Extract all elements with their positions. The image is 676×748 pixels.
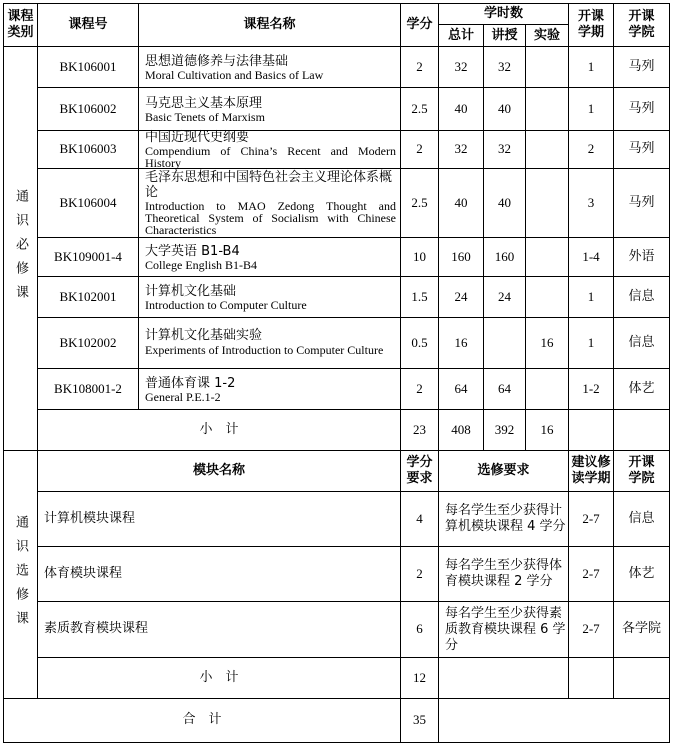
course-lab-hours [526,369,568,409]
header-credit: 学分 [406,17,433,33]
elective-header-requirement: 选修要求 [477,463,530,479]
grand-total-label: 合 计 [182,712,222,728]
course-lecture-hours [484,318,525,368]
course-semester: 1 [587,100,595,116]
course-code: BK109001-4 [54,248,122,264]
elective-header-module: 模块名称 [192,463,245,479]
course-name-en: College English B1-B4 [145,257,257,272]
required-category-label: 通识必修课 [13,188,28,309]
course-total-hours: 16 [454,334,468,350]
elective-subtotal-credit: 12 [413,669,426,685]
course-semester: 1 [587,58,595,74]
header-code: 课程号 [68,17,108,33]
module-college: 信息 [628,510,655,526]
course-name-zh: 计算机文化基础实验 [145,328,263,343]
course-credit: 0.5 [411,334,428,350]
module-credit: 4 [416,510,423,526]
module-requirement: 每名学生至少获得体育模块课程 2 学分 [445,558,563,589]
course-lab-hours [526,277,568,317]
course-college: 体艺 [628,380,655,396]
header-college: 开课学院 [628,9,655,40]
course-semester: 1-2 [582,380,600,396]
course-semester: 2 [587,141,595,157]
course-name-en: Introduction to MAO Zedong Thought and Theoretical System of Socialism with Chinese Characteristics [145,199,396,237]
course-lab-hours [526,47,568,87]
course-total-hours: 64 [454,380,468,396]
course-total-hours: 160 [451,248,471,264]
course-name-zh: 大学英语 B1-B4 [145,243,240,259]
course-name-en: Introduction to Computer Culture [145,297,307,312]
course-name [139,277,400,317]
course-total-hours: 40 [454,194,468,210]
course-college: 马列 [628,58,655,74]
required-subtotal-total: 408 [451,421,471,437]
course-name-zh: 中国近现代史纲要 [145,130,250,145]
header-total: 总计 [447,27,474,43]
course-total-hours: 32 [454,58,468,74]
module-credit: 6 [416,621,423,637]
course-lab-hours [526,88,568,130]
course-name-zh: 普通体育课 1-2 [145,375,236,391]
header-name: 课程名称 [243,17,296,33]
course-total-hours: 32 [454,141,468,157]
course-code: BK106004 [59,194,117,210]
course-name [139,88,400,130]
required-subtotal-lab: 16 [540,421,554,437]
course-name-en: Basic Tenets of Marxism [145,109,265,124]
header-hours: 学时数 [483,6,523,22]
course-name-zh: 毛泽东思想和中国特色社会主义理论体系概论 [145,170,393,200]
required-subtotal-lecture: 392 [494,421,515,437]
course-college: 马列 [628,141,655,157]
course-name-zh: 计算机文化基础 [145,283,237,299]
elective-header-credit: 学分要求 [406,455,433,486]
course-name [139,131,400,168]
course-lecture-hours: 32 [498,58,511,74]
required-subtotal-label: 小 计 [199,421,239,437]
course-lecture-hours: 40 [498,100,511,116]
course-name-en: Compendium of China’s Recent and Modern History [145,144,396,170]
header-lab: 实验 [533,27,560,43]
course-name-en: Experiments of Introduction to Computer Culture [145,343,384,357]
module-semester: 2-7 [582,510,600,526]
module-name: 体育模块课程 [44,565,123,581]
course-lab-hours [526,238,568,276]
course-name [139,238,400,276]
module-name: 素质教育模块课程 [44,621,149,637]
course-name-zh: 马克思主义基本原理 [145,95,263,111]
elective-header-college: 开课学院 [628,455,655,486]
module-requirement: 每名学生至少获得计算机模块课程 4 学分 [445,503,566,534]
course-table [3,3,670,743]
required-subtotal-credit: 23 [413,421,426,437]
course-semester: 1-4 [582,248,600,264]
course-semester: 1 [587,288,595,304]
course-name-en: Moral Cultivation and Basics of Law [145,67,324,82]
course-code: BK102001 [59,288,117,304]
course-credit: 2 [416,58,423,74]
course-credit: 2.5 [411,100,428,116]
course-name [139,369,400,409]
elective-header-semester: 建议修读学期 [571,455,611,486]
header-category: 课程类别 [7,9,34,40]
course-name-zh: 思想道德修养与法律基础 [145,53,289,69]
module-semester: 2-7 [582,621,600,637]
course-credit: 1.5 [411,288,428,304]
course-total-hours: 24 [454,288,468,304]
course-code: BK106002 [59,100,117,116]
module-semester: 2-7 [582,565,600,581]
course-semester: 3 [587,194,595,210]
course-lecture-hours: 64 [498,380,511,396]
course-code: BK106003 [59,141,117,157]
course-lab-hours [526,169,568,237]
module-credit: 2 [416,565,423,581]
header-semester: 开课学期 [577,9,604,40]
elective-category-label: 通识选修课 [13,514,28,635]
course-college: 马列 [628,194,655,210]
course-name [139,47,400,87]
course-lecture-hours: 40 [498,194,511,210]
module-college: 各学院 [621,621,661,637]
course-code: BK106001 [59,58,117,74]
course-total-hours: 40 [454,100,468,116]
course-lecture-hours: 24 [498,288,511,304]
module-requirement: 每名学生至少获得素质教育模块课程 6 学分 [445,605,566,653]
module-name: 计算机模块课程 [44,510,136,526]
course-code: BK102002 [59,334,117,350]
header-lecture: 讲授 [491,27,518,43]
course-name [139,169,400,237]
course-lab-hours [526,131,568,168]
course-college: 马列 [628,100,655,116]
course-credit: 2.5 [411,194,428,210]
module-college: 体艺 [628,565,655,581]
course-credit: 2 [416,141,423,157]
course-lab-hours: 16 [540,334,554,350]
course-credit: 2 [416,380,423,396]
course-name [139,318,400,368]
course-semester: 1 [587,334,595,350]
course-college: 外语 [628,248,655,264]
course-college: 信息 [628,334,655,350]
course-lecture-hours: 32 [498,141,511,157]
course-lecture-hours: 160 [494,248,515,264]
course-college: 信息 [628,288,655,304]
course-code: BK108001-2 [54,380,122,396]
course-credit: 10 [413,248,426,264]
elective-subtotal-label: 小 计 [199,669,239,685]
course-name-en: General P.E.1-2 [145,389,221,404]
grand-total-credit: 35 [413,712,426,728]
